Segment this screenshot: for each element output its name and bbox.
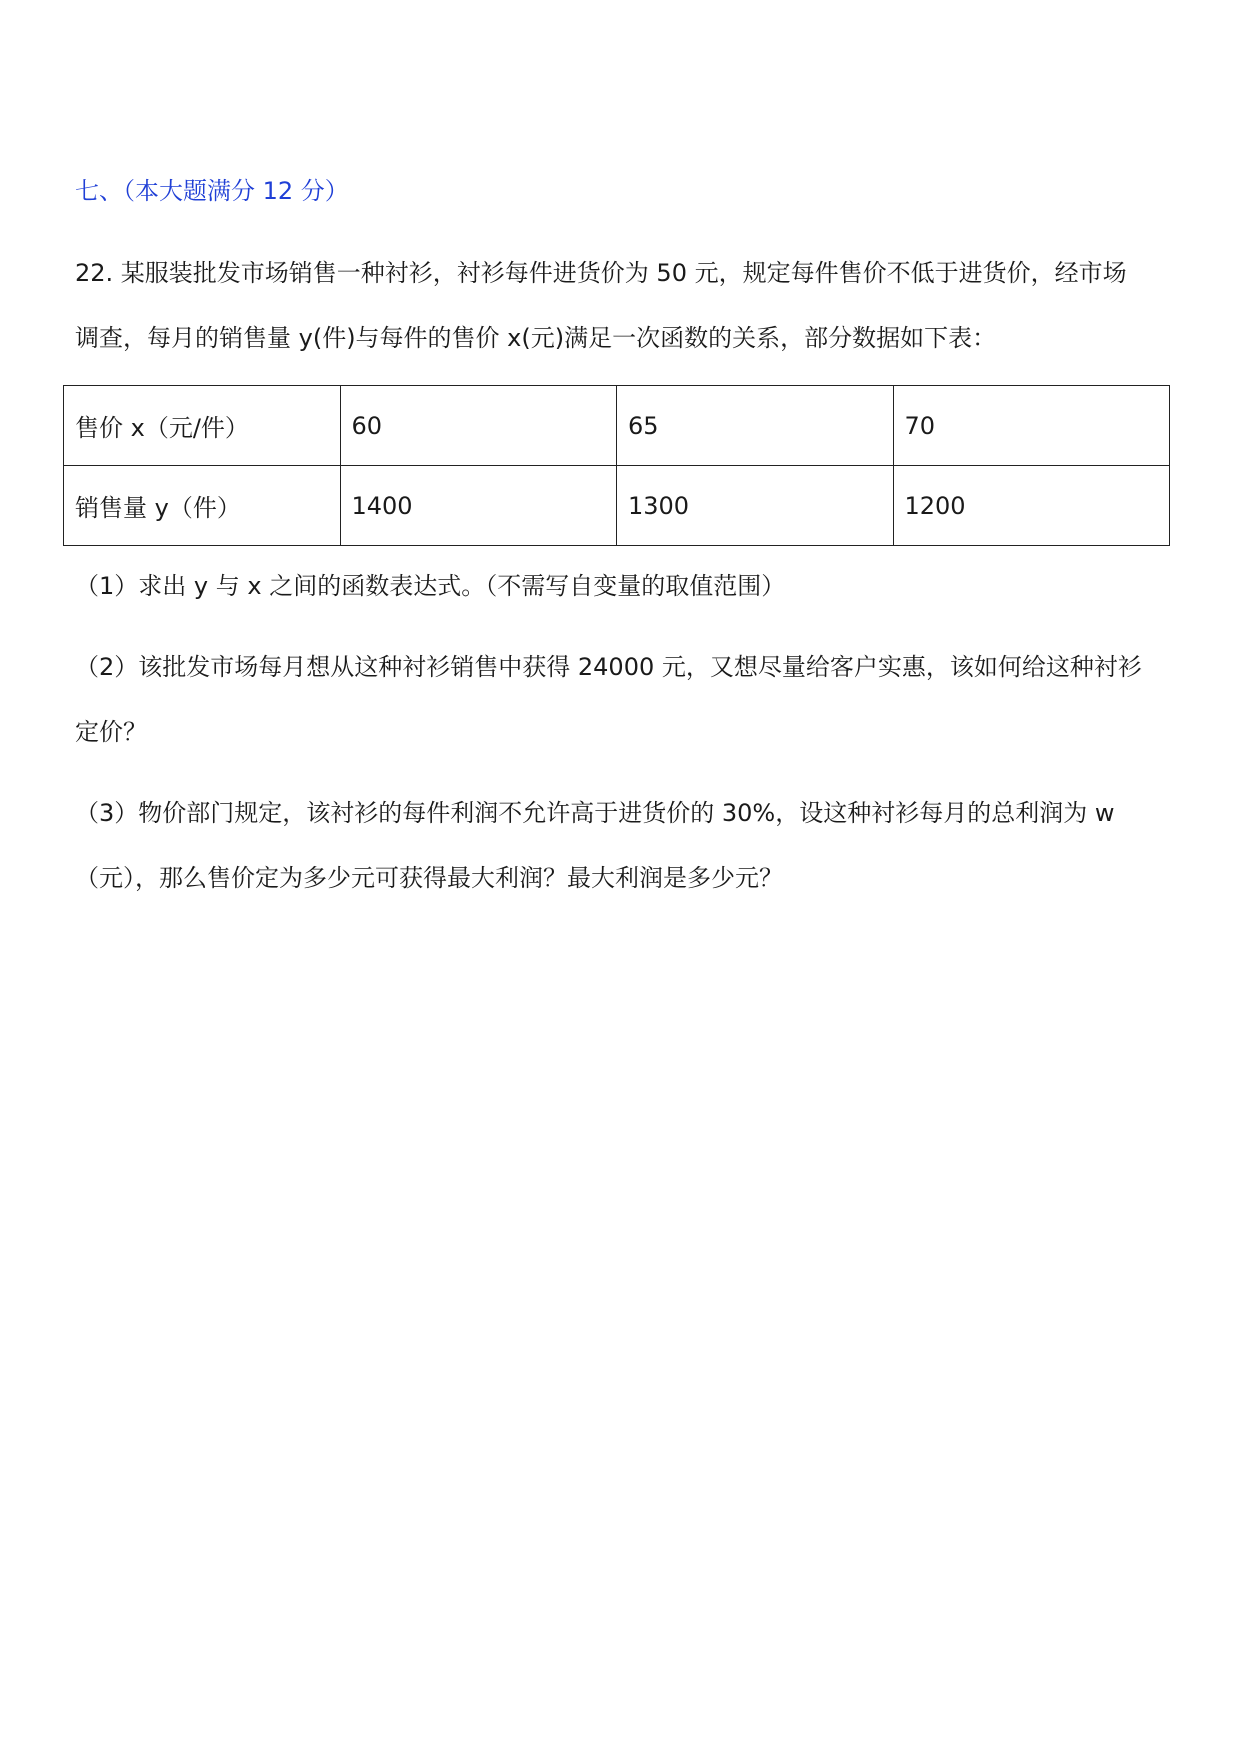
- table-cell: 60: [340, 386, 617, 466]
- table-cell-label: 售价 x（元/件）: [64, 386, 341, 466]
- table-cell: 65: [617, 386, 894, 466]
- table-cell-label: 销售量 y（件）: [64, 466, 341, 546]
- table-cell: 70: [893, 386, 1170, 466]
- table-cell: 1300: [617, 466, 894, 546]
- table-row-sales: [64, 466, 1170, 546]
- question-text-line-1: 22. 某服装批发市场销售一种衬衫，衬衫每件进货价为 50 元，规定每件售价不低于进货价，经市场: [75, 259, 1127, 287]
- table-cell: 1400: [340, 466, 617, 546]
- question-text-line-2: 调查，每月的销售量 y(件)与每件的售价 x(元)满足一次函数的关系，部分数据如下表：: [75, 324, 997, 352]
- table-cell: 1200: [893, 466, 1170, 546]
- table-row-price: [64, 386, 1170, 466]
- section-heading: 七、（本大题满分 12 分）: [75, 177, 349, 205]
- part-3-text-line-2: （元），那么售价定为多少元可获得最大利润？最大利润是多少元？: [75, 864, 783, 892]
- part-2-text-line-2: 定价？: [75, 718, 147, 746]
- part-3-text-line-1: （3）物价部门规定，该衬衫的每件利润不允许高于进货价的 30%，设这种衬衫每月的总利润为 w: [75, 799, 1115, 827]
- data-table: [63, 385, 1170, 546]
- part-2-text-line-1: （2）该批发市场每月想从这种衬衫销售中获得 24000 元，又想尽量给客户实惠，该如何给这种衬衫: [75, 653, 1142, 681]
- part-1-text: （1）求出 y 与 x 之间的函数表达式。（不需写自变量的取值范围）: [75, 572, 786, 600]
